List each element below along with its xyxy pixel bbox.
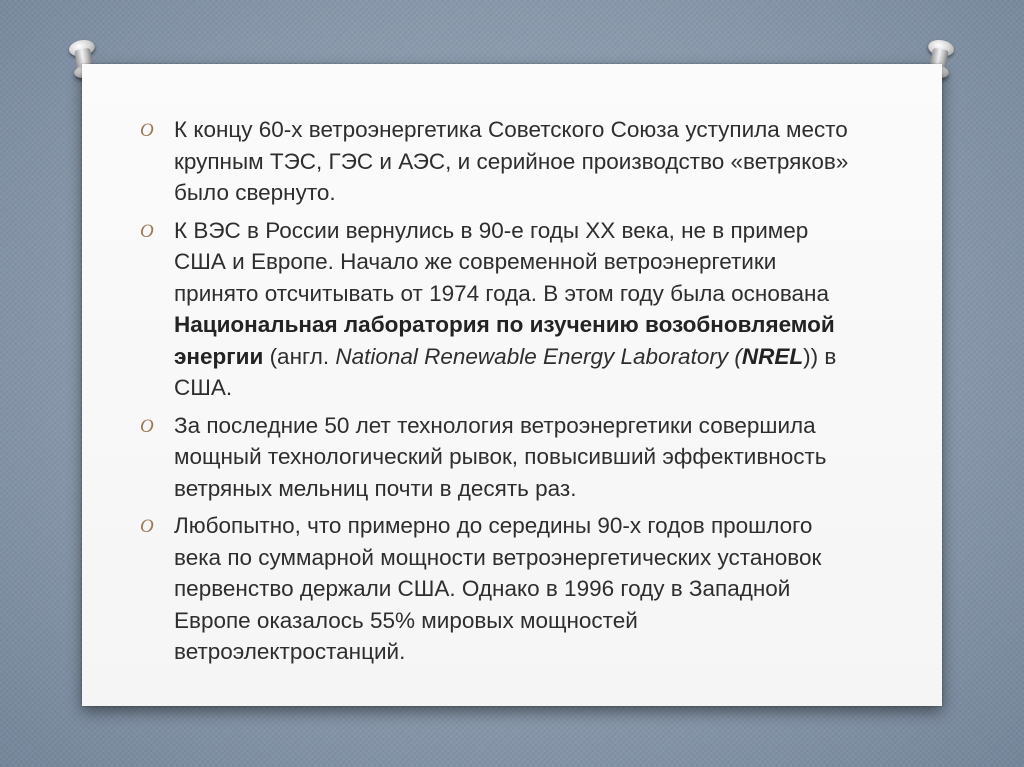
bullet-text-bold-abbreviation: NREL [741,343,804,369]
bullet-text: К ВЭС в России вернулись в 90-е годы XX века, не в пример США и Европе. Начало же современной ветроэнергетики принято отсчитывать от 1974 года. В этом году была основана [174,217,829,306]
bullet-item-2 [140,215,860,404]
bullet-text: За последние 50 лет технология ветроэнергетики совершила мощный технологический рывок, повысивший эффективность ветряных мельниц почти в десять раз. [174,412,827,501]
bullet-item-1 [140,114,860,209]
bullet-text: К концу 60-х ветроэнергетика Советского Союза уступила место крупным ТЭС, ГЭС и АЭС, и серийное производство «ветряков» было свернуто. [174,117,849,205]
bullet-text: )) в США. [174,343,837,400]
bullet-item-3 [140,410,860,505]
bullet-text-italic-english-name: National Renewable Energy Laboratory [335,343,729,369]
bullet-item-4 [140,510,860,668]
bullet-text: Любопытно, что примерно до середины 90-х годов прошлого века по суммарной мощности ветроэнергетических установок первенство держали США. Однако в 1996 году в Западной Европе оказалось 55% мировых мощностей ветроэлектростанций. [174,513,822,664]
bullet-text: (англ. [263,343,336,369]
bullet-marker-icon: O [140,516,154,537]
bullet-text-bold-lab-name: Национальная лаборатория по изучению возобновляемой энергии [174,312,835,369]
bullet-marker-icon: O [140,120,154,141]
bullet-text: ( [728,343,742,369]
bullet-marker-icon: O [140,415,154,437]
bullet-list [140,114,860,674]
bullet-marker-icon: O [140,220,154,242]
